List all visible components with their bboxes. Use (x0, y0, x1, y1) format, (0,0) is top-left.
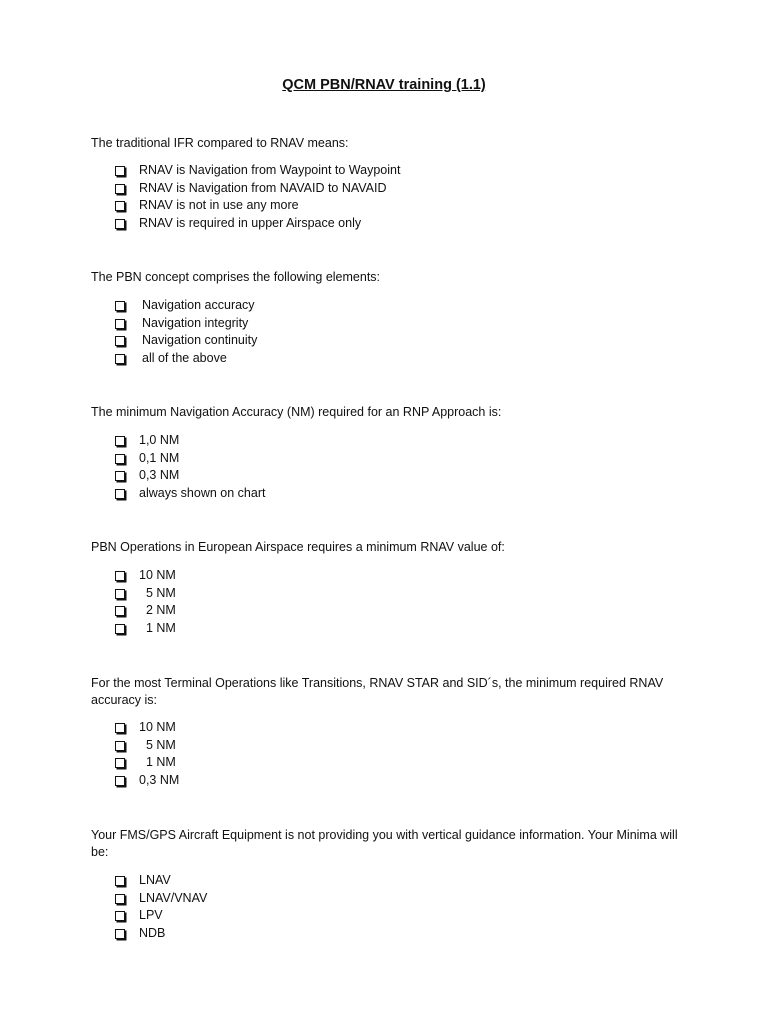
option-label: LNAV (139, 873, 171, 887)
question-6-options (114, 872, 207, 943)
checkbox-icon[interactable] (115, 589, 125, 599)
question-2-text: The PBN concept comprises the following elements: (91, 270, 381, 284)
option-label: 10 NM (139, 568, 176, 582)
option-label: Navigation continuity (142, 333, 258, 348)
question-2-option-1[interactable] (114, 297, 257, 315)
option-label: RNAV is not in use any more (139, 198, 299, 213)
question-3-option-2[interactable] (114, 450, 265, 468)
question-3-options (114, 432, 265, 503)
option-label: Navigation accuracy (142, 298, 255, 312)
checkbox-icon[interactable] (115, 624, 125, 634)
checkbox-icon[interactable] (115, 929, 125, 939)
question-2-option-2[interactable] (114, 315, 257, 333)
question-5-option-1[interactable] (114, 719, 179, 737)
checkbox-icon[interactable] (115, 571, 125, 581)
checkbox-icon[interactable] (115, 219, 125, 229)
checkbox-icon[interactable] (115, 723, 125, 733)
option-label: RNAV is Navigation from NAVAID to NAVAID (139, 180, 387, 195)
checkbox-icon[interactable] (115, 776, 125, 786)
checkbox-icon[interactable] (115, 201, 125, 211)
question-5-options (114, 719, 179, 790)
option-label: 5 NM (139, 737, 176, 752)
question-4-option-4[interactable] (114, 620, 176, 638)
checkbox-icon[interactable] (115, 741, 125, 751)
question-2-options (114, 297, 257, 368)
checkbox-icon[interactable] (115, 606, 125, 616)
option-label: 1 NM (139, 755, 176, 770)
question-5-option-4[interactable] (114, 772, 179, 790)
question-2-option-4[interactable] (114, 350, 257, 368)
question-1-option-4[interactable] (114, 215, 400, 233)
checkbox-icon[interactable] (115, 166, 125, 176)
checkbox-icon[interactable] (115, 758, 125, 768)
option-label: LNAV/VNAV (139, 890, 208, 905)
question-1-option-2[interactable] (114, 180, 400, 198)
question-2-option-3[interactable] (114, 332, 257, 350)
checkbox-icon[interactable] (115, 436, 125, 446)
option-label: all of the above (142, 351, 227, 366)
option-label: 1 NM (139, 621, 176, 636)
option-label: 0,3 NM (139, 773, 180, 788)
question-1-option-3[interactable] (114, 197, 400, 215)
option-label: RNAV is required in upper Airspace only (139, 216, 362, 231)
question-6-option-4[interactable] (114, 925, 207, 943)
checkbox-icon[interactable] (115, 184, 125, 194)
checkbox-icon[interactable] (115, 319, 125, 329)
question-4-option-2[interactable] (114, 585, 176, 603)
question-4-options (114, 567, 176, 638)
option-label: NDB (139, 926, 166, 941)
checkbox-icon[interactable] (115, 876, 125, 886)
checkbox-icon[interactable] (115, 454, 125, 464)
checkbox-icon[interactable] (115, 301, 125, 311)
option-label: Navigation integrity (142, 315, 249, 330)
question-6-option-2[interactable] (114, 890, 207, 908)
question-4-text: PBN Operations in European Airspace requires a minimum RNAV value of: (91, 540, 505, 554)
option-label: 5 NM (139, 585, 176, 600)
question-3-option-1[interactable] (114, 432, 265, 450)
question-6-text: Your FMS/GPS Aircraft Equipment is not providing you with vertical guidance information. Your Minima will be: (91, 828, 678, 859)
option-label: 1,0 NM (139, 433, 180, 447)
question-5-option-2[interactable] (114, 737, 179, 755)
checkbox-icon[interactable] (115, 471, 125, 481)
question-1-text: The traditional IFR compared to RNAV means: (91, 136, 349, 150)
document-title: QCM PBN/RNAV training (1.1) (282, 77, 486, 93)
option-label: LPV (139, 908, 163, 923)
question-3-text: The minimum Navigation Accuracy (NM) required for an RNP Approach is: (91, 405, 502, 419)
question-3-option-4[interactable] (114, 485, 265, 503)
question-1-option-1[interactable] (114, 162, 400, 180)
option-label: 10 NM (139, 720, 176, 734)
question-3-option-3[interactable] (114, 467, 265, 485)
question-4-option-1[interactable] (114, 567, 176, 585)
question-1-options (114, 162, 400, 233)
question-5-text: For the most Terminal Operations like Transitions, RNAV STAR and SID´s, the minimum required RNAV accuracy is: (91, 676, 664, 707)
checkbox-icon[interactable] (115, 489, 125, 499)
checkbox-icon[interactable] (115, 911, 125, 921)
option-label: RNAV is Navigation from Waypoint to Waypoint (139, 163, 401, 177)
checkbox-icon[interactable] (115, 894, 125, 904)
question-4-option-3[interactable] (114, 602, 176, 620)
question-5-option-3[interactable] (114, 754, 179, 772)
question-6-option-3[interactable] (114, 907, 207, 925)
option-label: 0,3 NM (139, 468, 180, 483)
checkbox-icon[interactable] (115, 354, 125, 364)
checkbox-icon[interactable] (115, 336, 125, 346)
option-label: 2 NM (139, 603, 176, 618)
option-label: always shown on chart (139, 486, 266, 501)
question-6-option-1[interactable] (114, 872, 207, 890)
option-label: 0,1 NM (139, 450, 180, 465)
